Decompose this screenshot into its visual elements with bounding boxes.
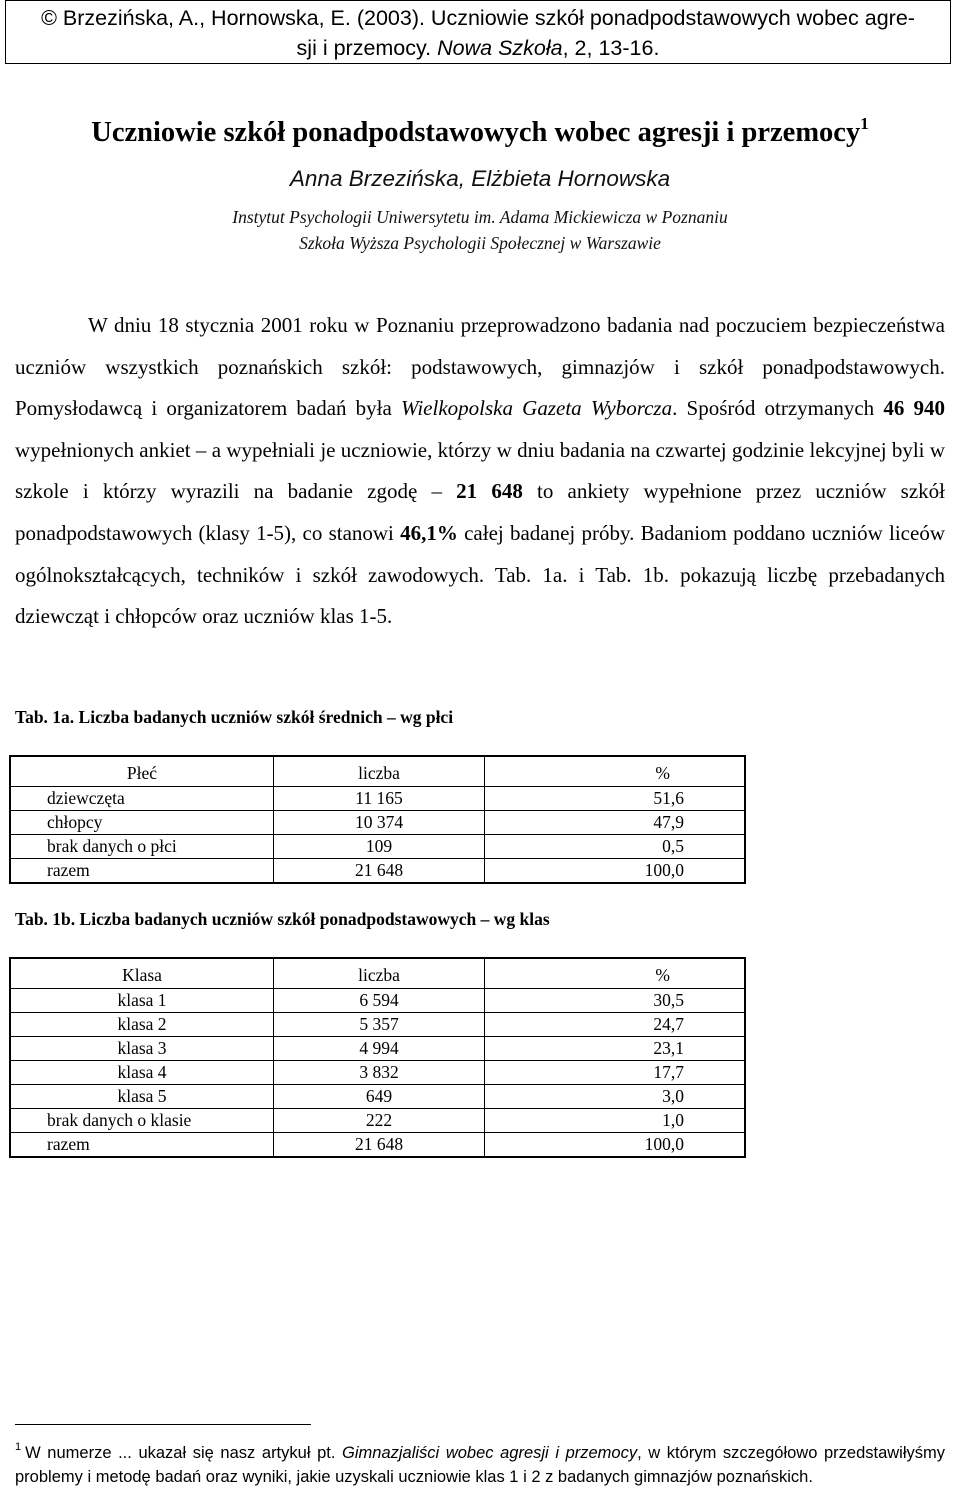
journal-issue: , 2, 13-16.: [562, 36, 660, 60]
table-cell: 0,5: [485, 835, 746, 859]
table-1b-caption: Tab. 1b. Liczba badanych uczniów szkół ponadpodstawowych – wg klas: [15, 909, 550, 929]
table-cell: 109: [274, 835, 485, 859]
subsample-percent: 46,1%: [400, 520, 458, 545]
table-cell: 23,1: [485, 1037, 746, 1061]
affiliation-1: Instytut Psychologii Uniwersytetu im. Adama Mickiewicza w Poznaniu: [232, 207, 728, 227]
table-cell: 5 357: [274, 1013, 485, 1037]
table-header-row: [10, 756, 745, 787]
table-cell: 1,0: [485, 1109, 746, 1133]
citation-text: sji i przemocy.: [296, 36, 438, 60]
table-row: [10, 787, 745, 811]
paragraph-text: to ankiety wypełnione przez uczniów szkół ponadpodstawowych (klasy 1-5), co stanowi: [15, 479, 946, 545]
table-row: [10, 1013, 745, 1037]
table-cell: 21 648: [274, 1133, 485, 1158]
table-cell: 3,0: [485, 1085, 746, 1109]
total-count: 46 940: [883, 396, 945, 421]
article-title: [0, 104, 960, 153]
table-cell: 649: [274, 1085, 485, 1109]
table-row: [10, 811, 745, 835]
table-cell: 222: [274, 1109, 485, 1133]
table-cell: chłopcy: [10, 811, 274, 835]
paragraph-text: W dniu 18 stycznia 2001 roku w Poznaniu przeprowadzono badania nad poczuciem bezpieczeństwa uczniów wszystkich poznańskich szkół: podstawowych, gimnazjów i szkół ponadpodstawowych. Pomysłodawcą i organizatorem badań była: [15, 313, 945, 421]
table-cell: 30,5: [485, 989, 746, 1013]
body-text: [15, 305, 945, 638]
table-cell: klasa 3: [10, 1037, 274, 1061]
table-cell: dziewczęta: [10, 787, 274, 811]
table-cell: 51,6: [485, 787, 746, 811]
citation-box: [5, 0, 951, 64]
table-row: [10, 835, 745, 859]
paragraph: [15, 305, 945, 638]
subsample-count: 21 648: [456, 479, 523, 504]
table-row: [10, 1133, 745, 1158]
cited-article-title: Gimnazjaliści wobec agresji i przemocy: [342, 1444, 638, 1462]
table-cell: klasa 1: [10, 989, 274, 1013]
table-row: [10, 1037, 745, 1061]
table-row: [10, 859, 745, 884]
header-cell: Klasa: [10, 958, 274, 989]
table-cell: brak danych o klasie: [10, 1109, 274, 1133]
table-row: [10, 1061, 745, 1085]
footnote-mark: 1: [860, 114, 869, 133]
table-row: [10, 989, 745, 1013]
table-cell: klasa 4: [10, 1061, 274, 1085]
citation-authors-year: Brzezińska, A., Hornowska, E. (2003). Uczniowie szkół ponadpodstawowych wobec agre-: [62, 6, 915, 30]
header-cell: liczba: [274, 756, 485, 787]
table-header-row: [10, 958, 745, 989]
table-cell: klasa 5: [10, 1085, 274, 1109]
table-cell: klasa 2: [10, 1013, 274, 1037]
affiliation-2: Szkoła Wyższa Psychologii Społecznej w Warszawie: [299, 233, 661, 253]
newspaper-name: Wielkopolska Gazeta Wyborcza: [401, 396, 673, 421]
paragraph-text: całej badanej próby. Badaniom poddano uczniów liceów ogólnokształcących, techników i szkół zawodowych. Tab. 1a. i Tab. 1b. pokazują liczbę przebadanych dziewcząt i chłopców oraz uczniów klas 1-5.: [15, 520, 945, 629]
footnote-text: , w którym szczegółowo przedstawiłyśmy problemy i metodę badań oraz wyniki, jakie uzyskali uczniowie klas 1 i 2 z badanych gimnazjów poznańskich.: [15, 1444, 945, 1486]
header-cell: %: [485, 958, 746, 989]
journal-name: Nowa Szkoła: [437, 36, 563, 60]
table-cell: 100,0: [485, 1133, 746, 1158]
copyright-symbol: ©: [41, 6, 57, 30]
table-cell: 21 648: [274, 859, 485, 884]
table-1a: [9, 755, 746, 884]
table-cell: 6 594: [274, 989, 485, 1013]
table-cell: razem: [10, 859, 274, 884]
title-text: Uczniowie szkół ponadpodstawowych wobec agresji i przemocy: [91, 117, 861, 148]
header-cell: liczba: [274, 958, 485, 989]
paragraph-text: . Spośród otrzymanych: [672, 396, 884, 421]
table-cell: brak danych o płci: [10, 835, 274, 859]
table-cell: 4 994: [274, 1037, 485, 1061]
table-cell: 11 165: [274, 787, 485, 811]
header-cell: Płeć: [10, 756, 274, 787]
table-cell: 17,7: [485, 1061, 746, 1085]
table-cell: 24,7: [485, 1013, 746, 1037]
table-row: [10, 1109, 745, 1133]
table-1a-caption: Tab. 1a. Liczba badanych uczniów szkół średnich – wg płci: [15, 707, 454, 727]
citation-line2: [6, 33, 950, 63]
table-1b: [9, 957, 746, 1158]
authors: Anna Brzezińska, Elżbieta Hornowska: [289, 166, 671, 191]
table-cell: razem: [10, 1133, 274, 1158]
table-row: [10, 1085, 745, 1109]
table-cell: 47,9: [485, 811, 746, 835]
paragraph-text: wypełnionych ankiet – a wypełniali je uczniowie, którzy w dniu badania na czwartej godzinie lekcyjnej byli w szkole i którzy wyrazili na badanie zgodę –: [15, 437, 945, 504]
footnote: [15, 1435, 945, 1489]
footnote-text: W numerze ... ukazał się nasz artykuł pt.: [25, 1444, 343, 1462]
table-cell: 3 832: [274, 1061, 485, 1085]
table-cell: 100,0: [485, 859, 746, 884]
footnote-number: 1: [15, 1441, 22, 1453]
table-cell: 10 374: [274, 811, 485, 835]
header-cell: %: [485, 756, 746, 787]
footnote-divider: [15, 1424, 311, 1425]
